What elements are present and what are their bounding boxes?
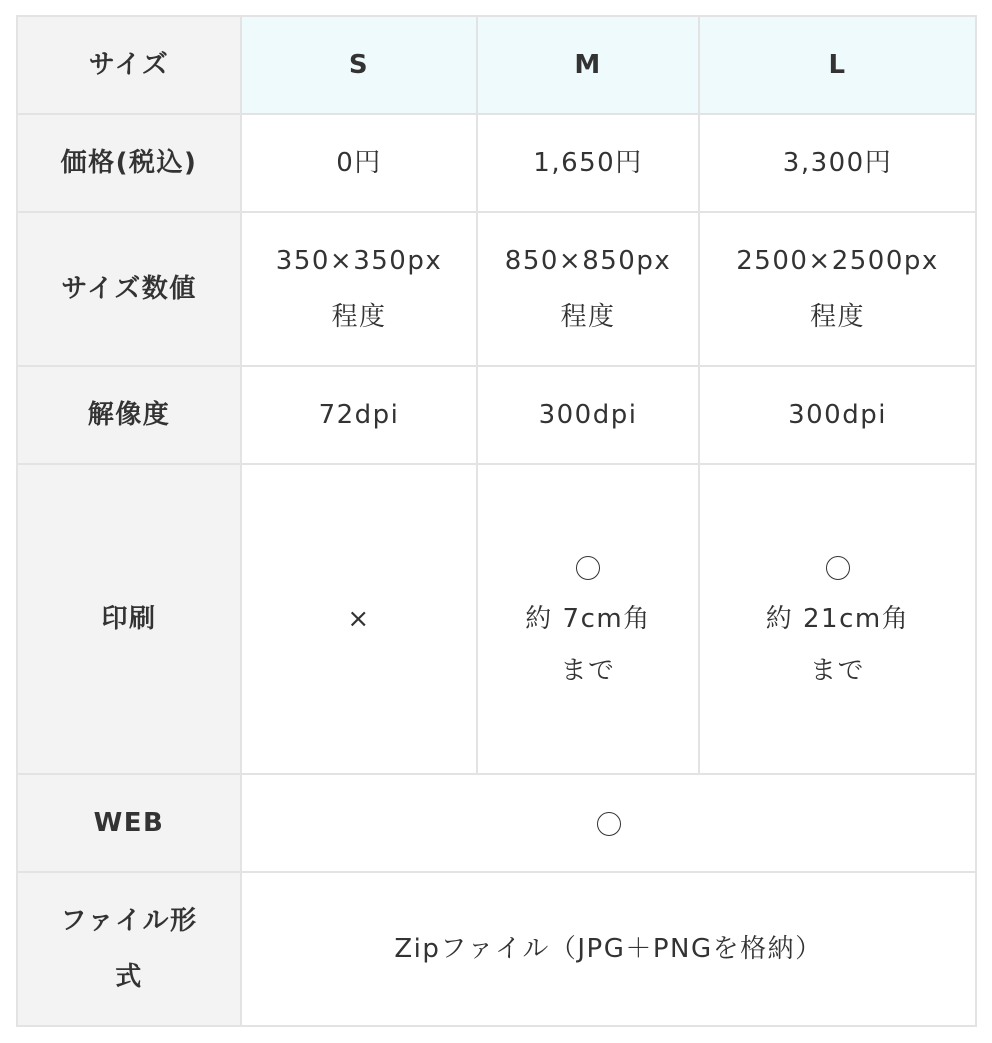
print-l-size: 約 21cm角 bbox=[765, 604, 910, 634]
price-row bbox=[17, 114, 976, 212]
price-s: 0円 bbox=[241, 114, 477, 212]
print-m-size: 約 7cm角 bbox=[525, 604, 651, 634]
resolution-m: 300dpi bbox=[477, 366, 699, 464]
web-row bbox=[17, 774, 976, 872]
dimensions-row bbox=[17, 212, 976, 366]
resolution-label: 解像度 bbox=[17, 366, 241, 464]
file-format-label bbox=[17, 872, 241, 1026]
dimensions-s bbox=[241, 212, 477, 366]
resolution-l: 300dpi bbox=[699, 366, 976, 464]
header-size-label: サイズ bbox=[17, 16, 241, 114]
price-m: 1,650円 bbox=[477, 114, 699, 212]
print-m bbox=[477, 464, 699, 774]
column-m-header: M bbox=[477, 16, 699, 114]
dimensions-l-value: 2500×2500px bbox=[736, 246, 939, 276]
file-format-value: Zipファイル（JPG＋PNGを格納） bbox=[241, 872, 976, 1026]
print-s: × bbox=[241, 464, 477, 774]
file-format-label-line2: 式 bbox=[115, 962, 143, 992]
file-format-row bbox=[17, 872, 976, 1026]
print-m-suffix: まで bbox=[560, 656, 616, 686]
column-s-header: S bbox=[241, 16, 477, 114]
circle-mark-icon bbox=[597, 812, 621, 836]
dimensions-m bbox=[477, 212, 699, 366]
resolution-s: 72dpi bbox=[241, 366, 477, 464]
price-label: 価格(税込) bbox=[17, 114, 241, 212]
print-row bbox=[17, 464, 976, 774]
print-label: 印刷 bbox=[17, 464, 241, 774]
price-l: 3,300円 bbox=[699, 114, 976, 212]
print-l-suffix: まで bbox=[809, 656, 865, 686]
header-row bbox=[17, 16, 976, 114]
circle-mark-icon bbox=[826, 556, 850, 580]
size-price-table bbox=[16, 15, 977, 1027]
circle-mark-icon bbox=[576, 556, 600, 580]
dimensions-l bbox=[699, 212, 976, 366]
web-label: WEB bbox=[17, 774, 241, 872]
file-format-label-line1: ファイル形 bbox=[60, 906, 198, 936]
dimensions-m-approx: 程度 bbox=[560, 302, 616, 332]
dimensions-label: サイズ数値 bbox=[17, 212, 241, 366]
dimensions-l-approx: 程度 bbox=[809, 302, 865, 332]
column-l-header: L bbox=[699, 16, 976, 114]
dimensions-m-value: 850×850px bbox=[504, 246, 672, 276]
print-l bbox=[699, 464, 976, 774]
web-value bbox=[241, 774, 976, 872]
dimensions-s-value: 350×350px bbox=[275, 246, 443, 276]
resolution-row bbox=[17, 366, 976, 464]
dimensions-s-approx: 程度 bbox=[331, 302, 387, 332]
